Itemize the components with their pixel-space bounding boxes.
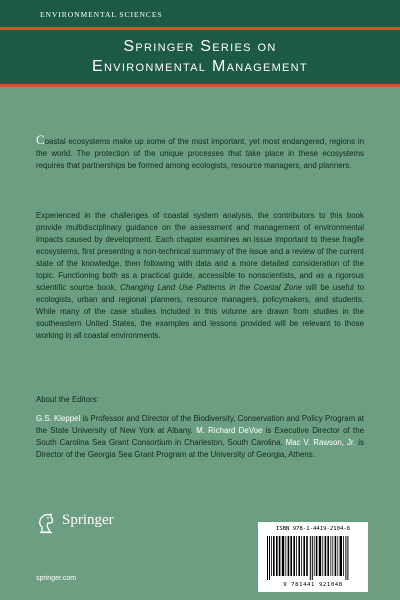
- barcode-graphic: [266, 536, 360, 580]
- barcode-bar: [269, 536, 270, 580]
- barcode-bar: [273, 536, 275, 576]
- book-title: Changing Land Use Patterns in the Coastal Zone: [120, 283, 303, 292]
- series-title-line2: Environmental Management: [92, 58, 308, 75]
- barcode-bar: [298, 536, 300, 576]
- barcode-bar: [347, 536, 348, 580]
- barcode-bar: [312, 536, 313, 580]
- barcode-bar: [267, 536, 268, 580]
- barcode-bar: [337, 536, 338, 576]
- barcode-bar: [319, 536, 321, 576]
- barcode-bar: [282, 536, 284, 576]
- description-paragraph: [36, 210, 364, 342]
- barcode-area: [258, 522, 368, 592]
- barcode-bar: [310, 536, 311, 580]
- series-band: [0, 30, 400, 84]
- editor-name-kleppel: G.S. Kleppel: [36, 414, 81, 423]
- barcode-bar: [332, 536, 333, 576]
- barcode-bar: [285, 536, 286, 576]
- red-divider-bottom: [0, 84, 400, 87]
- top-strip: [0, 0, 400, 27]
- barcode-bar: [330, 536, 331, 576]
- barcode-bar: [322, 536, 323, 576]
- barcode-bar: [340, 536, 342, 576]
- barcode-bar: [316, 536, 318, 576]
- series-title-line1: Springer Series on: [123, 38, 277, 55]
- barcode-bar: [327, 536, 329, 576]
- barcode-bar: [276, 536, 278, 576]
- barcode-bar: [296, 536, 297, 576]
- barcode-bar: [271, 536, 272, 576]
- barcode-digits: 9 781441 921048: [283, 582, 343, 588]
- barcode-bar: [293, 536, 295, 576]
- editor-name-rawson: Mac V. Rawson, Jr.: [285, 438, 356, 447]
- about-editors-heading: About the Editors:: [36, 395, 99, 404]
- publisher-name: Springer: [62, 512, 114, 528]
- editor-name-devoe: M. Richard DeVoe: [196, 426, 263, 435]
- editors-paragraph: [36, 413, 364, 461]
- barcode-bar: [288, 536, 290, 576]
- barcode-bar: [306, 536, 308, 576]
- publisher-website[interactable]: springer.com: [36, 575, 77, 582]
- barcode-bar: [301, 536, 302, 576]
- barcode-bar: [343, 536, 344, 576]
- editor-bio-rawson: is Director of the Georgia Sea Grant Program at the University of Georgia, Athens.: [36, 438, 364, 459]
- barcode-bar: [290, 536, 292, 576]
- editor-bio-devoe: is Executive Director of the South Carolina Sea Grant Consortium in Charleston, South Carolina.: [36, 426, 364, 447]
- editor-bio-kleppel: is Professor and Director of the Biodiversity, Conservation and Policy Program at the State University of New York at Albany.: [36, 414, 364, 435]
- barcode-bar: [345, 536, 346, 580]
- description-text-1: Experienced in the challenges of coastal system analysis, the contributors to this book provide multidisciplinary guidance on the assessment and management of environmental impacts caused by development. Each chapter examines an issue important to these fragile ecosystems, first presenting a non-technical summary of the issue and a review of the current state of the knowledge, then following with data and a more detailed consideration of the topic. Functioning both as a practical guide, accessible to nonscientists, and as a rigorous scientific source book,: [36, 211, 364, 292]
- category-label: ENVIRONMENTAL SCIENCES: [40, 10, 163, 19]
- intro-text: oastal ecosystems make up some of the most important, yet most endangered, regions in the world. The protection of the unique processes that take place in these ecosystems requires that partnerships be formed among ecologists, resource managers, and planners.: [36, 137, 364, 170]
- barcode-bar: [325, 536, 327, 576]
- springer-logo: [36, 512, 156, 534]
- barcode-bar: [303, 536, 305, 576]
- barcode-bar: [314, 536, 315, 576]
- description-text-2: will be useful to ecologists, urban and regional planners, resource managers, policymakers, and students. While many of the case studies included in this volume are drawn from studies in the southeastern United States, the examples and lessons provided will be relevant to those working in all coastal environments.: [36, 283, 364, 340]
- intro-paragraph: [36, 134, 364, 172]
- barcode-bar: [279, 536, 281, 576]
- isbn-text: ISBN 978-1-4419-2104-8: [275, 526, 351, 532]
- knight-icon: [36, 512, 56, 534]
- dropcap-letter: C: [36, 132, 45, 147]
- barcode-bar: [335, 536, 337, 576]
